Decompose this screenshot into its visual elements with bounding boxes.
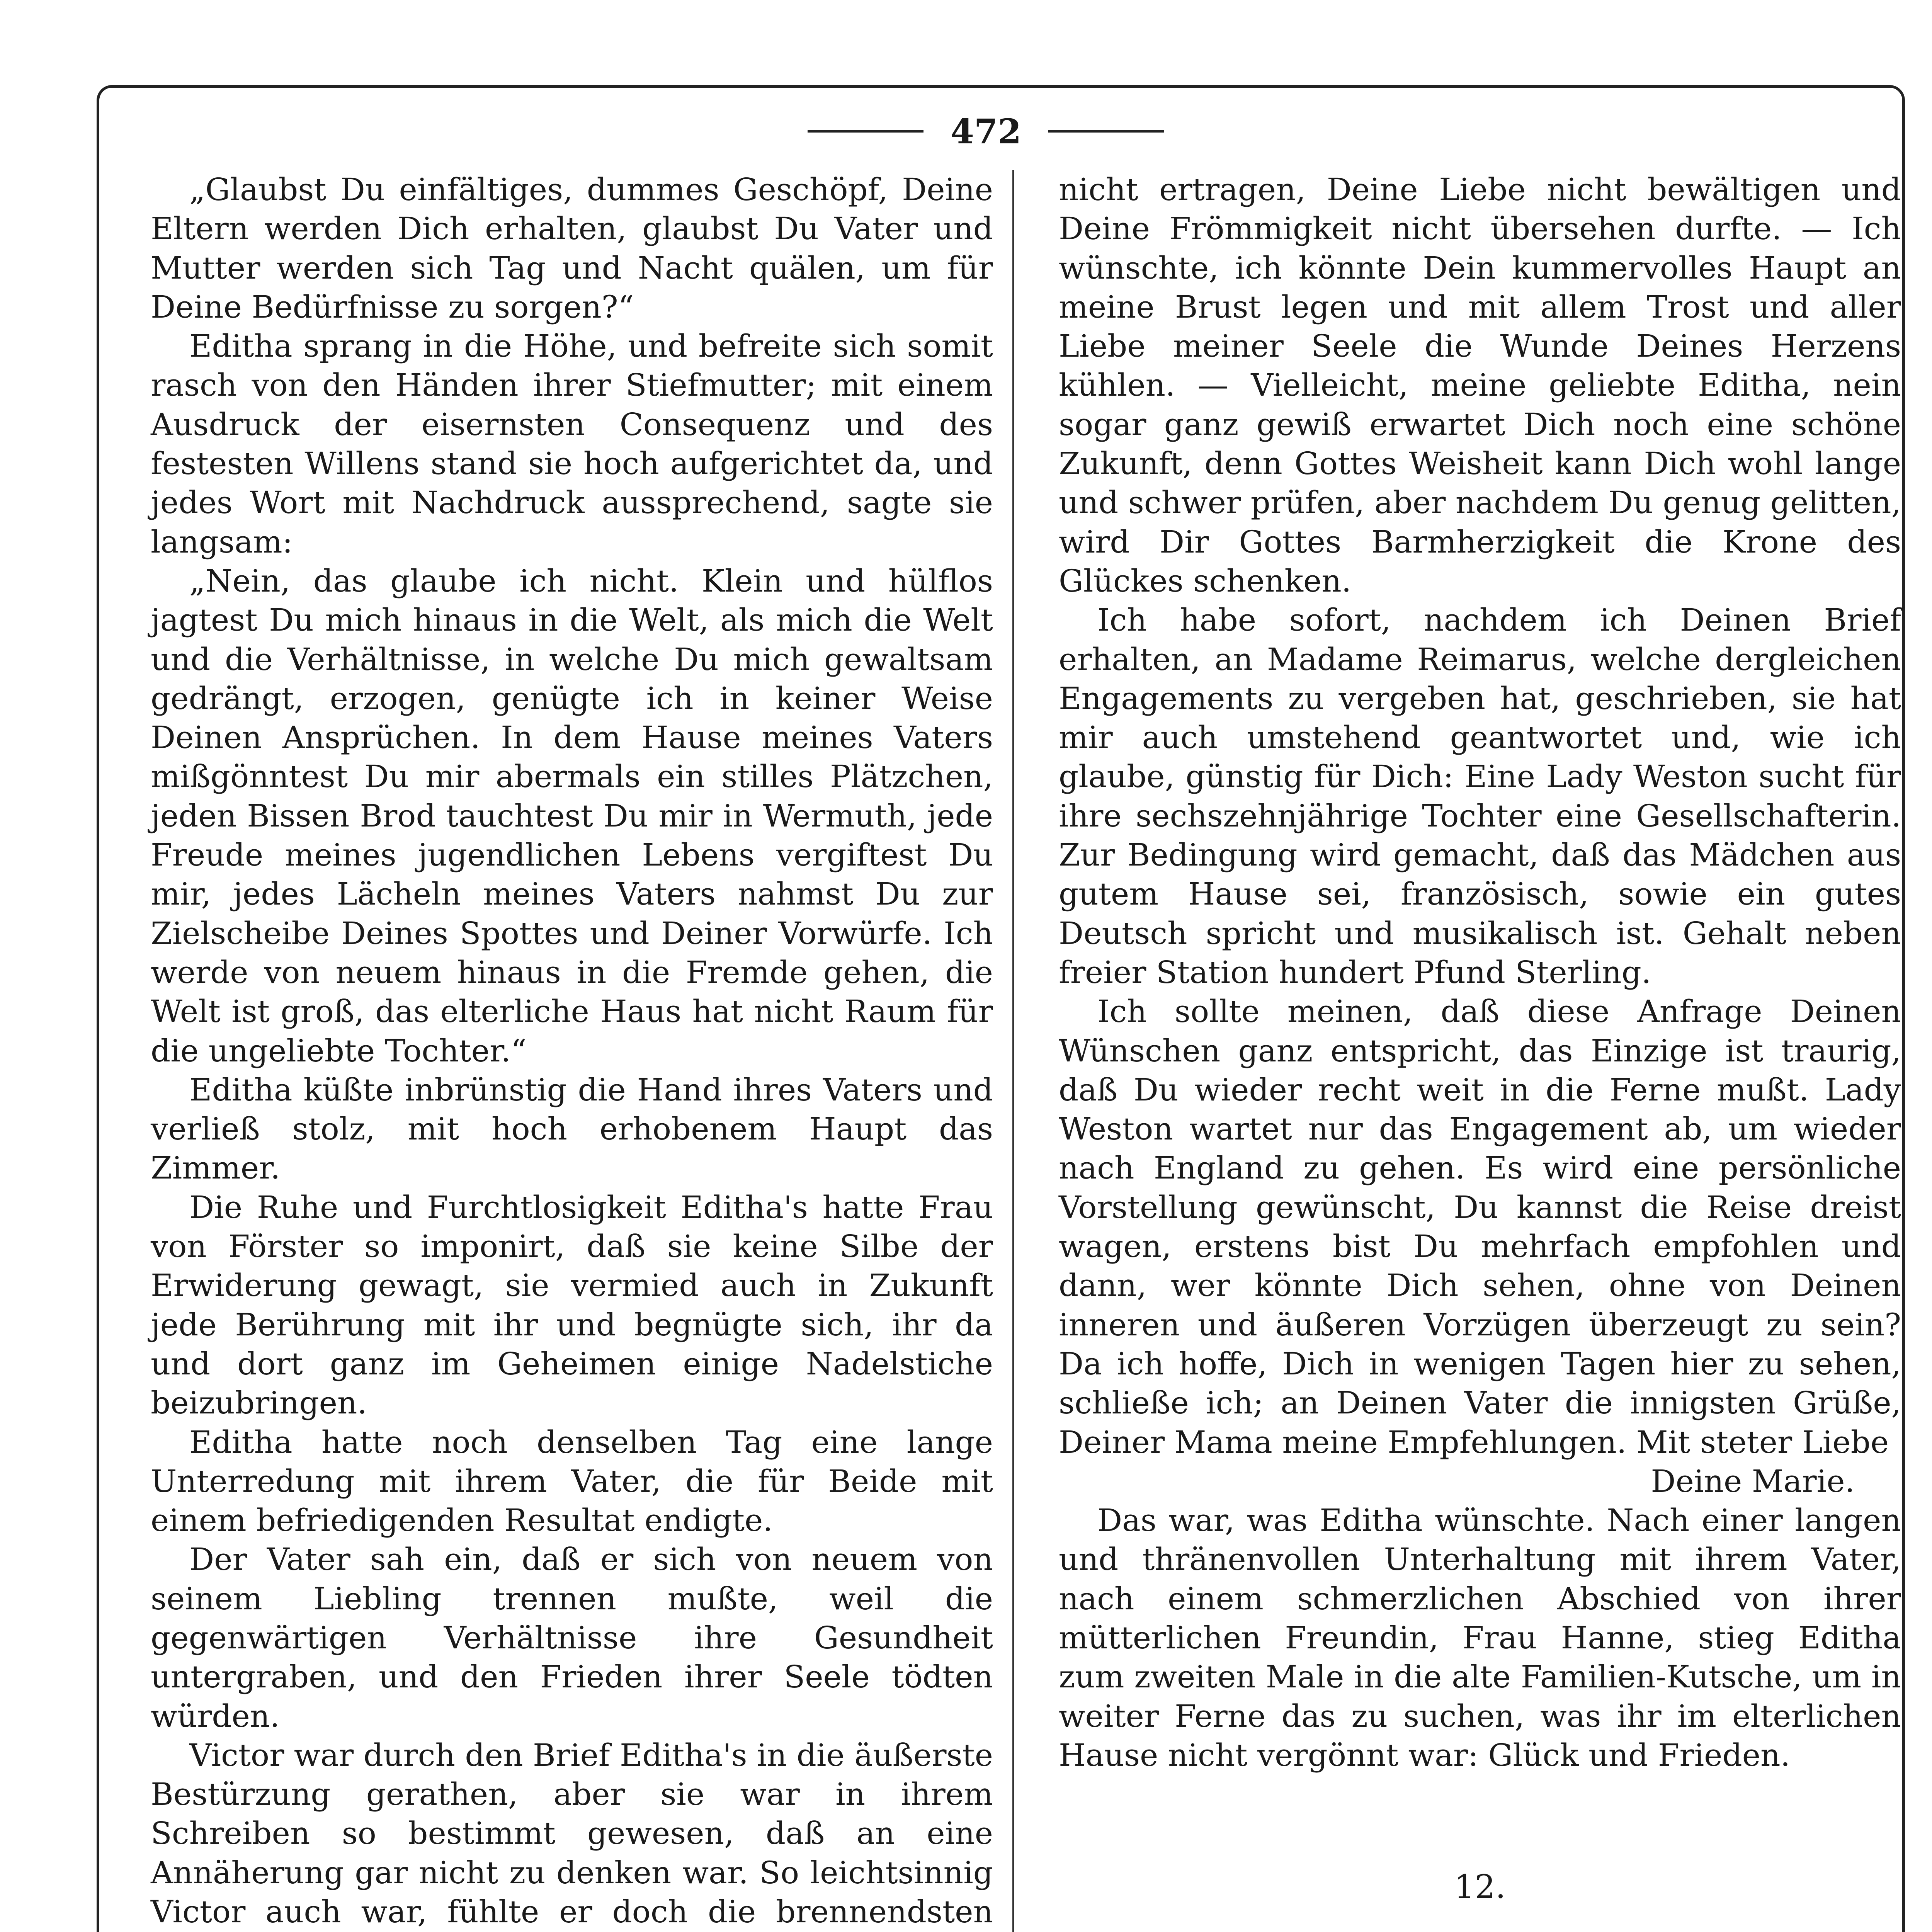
paragraph: Editha hatte noch denselben Tag eine lange Unterredung mit ihrem Vater, die für Beide mit einem befriedigenden Resultat endigte. <box>151 1424 993 1539</box>
page-number: 472 <box>950 111 1022 151</box>
letter-signature: Deine Marie. <box>1651 1463 1855 1499</box>
left-column <box>151 170 993 1932</box>
paragraph: Victor war durch den Brief Editha's in die äußerste Bestürzung gerathen, aber sie war in ihrem Schreiben so bestimmt gewesen, daß an eine Annäherung gar nicht zu denken war. So leichtsinnig Victor auch war, fühlte er doch die brennendsten <box>151 1737 993 1930</box>
paragraph: „Glaubst Du einfältiges, dummes Geschöpf, Deine Eltern werden Dich erhalten, glaubst Du Vater und Mutter werden sich Tag und Nacht quälen, um für Deine Bedürfnisse zu sorgen?“ <box>151 172 993 325</box>
paragraph: Die Ruhe und Furchtlosigkeit Editha's hatte Frau von Förster so imponirt, daß sie keine Silbe der Erwiderung gewagt, sie vermied auch in Zukunft jede Berührung mit ihr und begnügte sich, ihr da und dort ganz im Geheimen einige Nadelstiche beizubringen. <box>151 1189 993 1421</box>
paragraph: Editha küßte inbrünstig die Hand ihres Vaters und verließ stolz, mit hoch erhobenem Haupt das Zimmer. <box>151 1071 993 1186</box>
page-header <box>0 102 1932 160</box>
paragraph: „Nein, das glaube ich nicht. Klein und hülflos jagtest Du mich hinaus in die Welt, als mich die Welt und die Verhältnisse, in welche Du mich gewaltsam gedrängt, erzogen, genügte ich in keiner Weise Deinen Ansprüchen. In dem Hause meines Vaters mißgönntest Du mir abermals ein stilles Plätzchen, jeden Bissen Brod tauchtest Du mir in Wermuth, jede Freude meines jugendlichen Lebens vergiftest Du mir, jedes Lächeln meines Vaters nahmst Du zur Zielscheibe Deines Spottes und Deiner Vorwürfe. Ich werde von neuem hinaus in die Fremde gehen, die Welt ist groß, das elterliche Haus hat nicht Raum für die ungeliebte Tochter.“ <box>151 563 993 1069</box>
paragraph: Editha sprang in die Höhe, und befreite sich somit rasch von den Händen ihrer Stiefmutter; mit einem Ausdruck der eisernsten Consequenz und des festesten Willens stand sie hoch aufgerichtet da, und jedes Wort mit Nachdruck aussprechend, sagte sie langsam: <box>151 328 993 560</box>
paragraph: Der Vater sah ein, daß er sich von neuem von seinem Liebling trennen mußte, weil die gegenwärtigen Verhältnisse ihre Gesundheit untergraben, und den Frieden ihrer Seele tödten würden. <box>151 1541 993 1734</box>
letter-paragraph: nicht ertragen, Deine Liebe nicht bewältigen und Deine Frömmigkeit nicht übersehen durfte. — Ich wünschte, ich könnte Dein kummervolles Haupt an meine Brust legen und mit allem Trost und aller Liebe meiner Seele die Wunde Deines Herzens kühlen. — Vielleicht, meine geliebte Editha, nein sogar ganz gewiß erwartet Dich noch eine schöne Zukunft, denn Gottes Weisheit kann Dich wohl lange und schwer prüfen, aber nachdem Du genug gelitten, wird Dir Gottes Barmherzigkeit die Krone des Glückes schenken. <box>1059 172 1901 599</box>
right-column <box>1059 170 1901 1932</box>
paragraph: Das war, was Editha wünschte. Nach einer langen und thränenvollen Unterhaltung mit ihrem Vater, nach einem schmerzlichen Abschied von ihrer mütterlichen Freundin, Frau Hanne, stieg Editha zum zweiten Male in die alte Familien-Kutsche, um in weiter Ferne das zu suchen, was ihr im elterlichen Hause nicht vergönnt war: Glück und Frieden. <box>1059 1502 1901 1773</box>
section-number: 12. <box>1454 1868 1506 1906</box>
header-rule-left <box>808 130 923 133</box>
letter-paragraph: Ich sollte meinen, daß diese Anfrage Deinen Wünschen ganz entspricht, das Einzige ist traurig, daß Du wieder recht weit in die Ferne mußt. Lady Weston wartet nur das Engagement ab, um wieder nach England zu gehen. Es wird eine persönliche Vorstellung gewünscht, Du kannst die Reise dreist wagen, erstens bist Du mehrfach empfohlen und dann, wer könnte Dich sehen, ohne von Deinen inneren und äußeren Vorzügen überzeugt zu sein? Da ich hoffe, Dich in wenigen Tagen hier zu sehen, schließe ich; an Deinen Vater die innigsten Grüße, Deiner Mama meine Empfehlungen. Mit steter Liebe <box>1059 993 1901 1460</box>
letter-paragraph: Ich habe sofort, nachdem ich Deinen Brief erhalten, an Madame Reimarus, welche dergleichen Engagements zu vergeben hat, geschrieben, sie hat mir auch umstehend geantwortet und, wie ich glaube, günstig für Dich: Eine Lady Weston sucht für ihre sechszehnjährige Tochter eine Gesellschafterin. Zur Bedingung wird gemacht, daß das Mädchen aus gutem Hause sei, französisch, sowie ein gutes Deutsch spricht und musikalisch ist. Gehalt neben freier Station hundert Pfund Sterling. <box>1059 602 1901 990</box>
column-divider <box>1012 170 1014 1932</box>
header-rule-right <box>1048 130 1164 133</box>
